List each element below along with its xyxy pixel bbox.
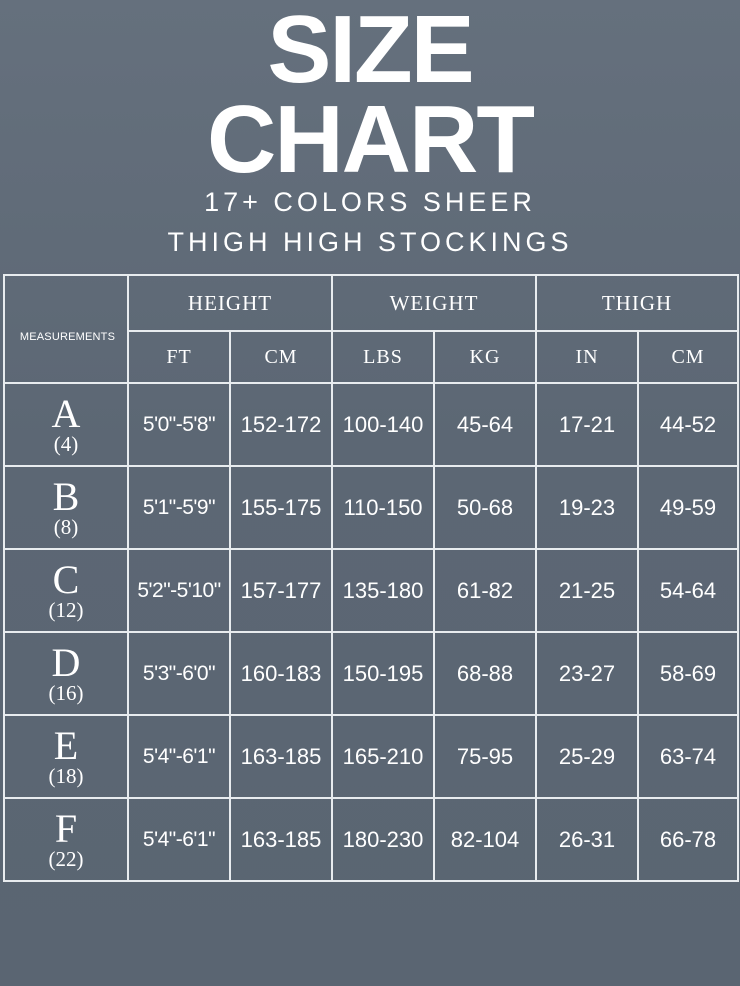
subtitle-line-2: THIGH HIGH STOCKINGS <box>167 227 573 257</box>
size-cell <box>4 715 128 798</box>
height-cm-cell: 152-172 <box>230 383 332 466</box>
thigh-cm-cell: 63-74 <box>638 715 738 798</box>
table-row <box>4 798 738 881</box>
table-row <box>4 715 738 798</box>
table-row <box>4 632 738 715</box>
height-ft-cell: 5'0"-5'8" <box>128 383 230 466</box>
weight-kg-cell: 82-104 <box>434 798 536 881</box>
unit-header-lbs: LBS <box>332 331 434 383</box>
weight-lbs-cell: 150-195 <box>332 632 434 715</box>
thigh-in-cell: 21-25 <box>536 549 638 632</box>
thigh-in-cell: 23-27 <box>536 632 638 715</box>
table-row <box>4 383 738 466</box>
weight-kg-cell: 50-68 <box>434 466 536 549</box>
weight-lbs-cell: 110-150 <box>332 466 434 549</box>
height-cm-cell: 155-175 <box>230 466 332 549</box>
group-header-row <box>4 275 738 331</box>
table-row <box>4 549 738 632</box>
height-ft-cell: 5'1"-5'9" <box>128 466 230 549</box>
thigh-cm-cell: 49-59 <box>638 466 738 549</box>
height-cm-cell: 163-185 <box>230 798 332 881</box>
thigh-cm-cell: 58-69 <box>638 632 738 715</box>
height-cm-cell: 163-185 <box>230 715 332 798</box>
size-us-number: (18) <box>48 763 84 788</box>
weight-lbs-cell: 180-230 <box>332 798 434 881</box>
size-cell <box>4 466 128 549</box>
unit-header-kg: KG <box>434 331 536 383</box>
weight-kg-cell: 45-64 <box>434 383 536 466</box>
height-ft-cell: 5'4"-6'1" <box>128 798 230 881</box>
unit-header-in: IN <box>536 331 638 383</box>
size-letter: C <box>52 556 80 602</box>
height-ft-cell: 5'4"-6'1" <box>128 715 230 798</box>
height-cm-cell: 160-183 <box>230 632 332 715</box>
thigh-in-cell: 19-23 <box>536 466 638 549</box>
thigh-in-cell: 26-31 <box>536 798 638 881</box>
thigh-in-cell: 17-21 <box>536 383 638 466</box>
size-letter: F <box>54 805 78 851</box>
weight-kg-cell: 75-95 <box>434 715 536 798</box>
weight-kg-cell: 61-82 <box>434 549 536 632</box>
size-cell <box>4 798 128 881</box>
size-us-number: (8) <box>53 514 79 539</box>
unit-header-thigh-cm: CM <box>638 331 738 383</box>
height-cm-cell: 157-177 <box>230 549 332 632</box>
weight-lbs-cell: 135-180 <box>332 549 434 632</box>
thigh-cm-cell: 44-52 <box>638 383 738 466</box>
weight-kg-cell: 68-88 <box>434 632 536 715</box>
size-us-number: (4) <box>53 431 79 456</box>
size-letter: D <box>51 639 81 685</box>
measurements-label: MEASUREMENTS <box>4 275 128 383</box>
size-cell <box>4 383 128 466</box>
size-letter: E <box>53 722 79 768</box>
group-header-height: HEIGHT <box>128 275 332 331</box>
thigh-cm-cell: 66-78 <box>638 798 738 881</box>
size-us-number: (16) <box>48 680 84 705</box>
weight-lbs-cell: 100-140 <box>332 383 434 466</box>
size-letter: B <box>52 473 80 519</box>
size-letter: A <box>51 390 81 436</box>
unit-header-ft: FT <box>128 331 230 383</box>
title-line-1: SIZE <box>267 0 473 103</box>
title-line-2: CHART <box>207 86 533 193</box>
unit-header-cm: CM <box>230 331 332 383</box>
group-header-thigh: THIGH <box>536 275 738 331</box>
thigh-cm-cell: 54-64 <box>638 549 738 632</box>
weight-lbs-cell: 165-210 <box>332 715 434 798</box>
size-us-number: (22) <box>48 846 84 871</box>
subtitle-line-1: 17+ COLORS SHEER <box>204 187 536 217</box>
height-ft-cell: 5'2"-5'10" <box>128 549 230 632</box>
table-row <box>4 466 738 549</box>
size-cell <box>4 549 128 632</box>
size-us-number: (12) <box>48 597 84 622</box>
size-cell <box>4 632 128 715</box>
group-header-weight: WEIGHT <box>332 275 536 331</box>
thigh-in-cell: 25-29 <box>536 715 638 798</box>
height-ft-cell: 5'3"-6'0" <box>128 632 230 715</box>
size-chart-table <box>3 274 739 882</box>
